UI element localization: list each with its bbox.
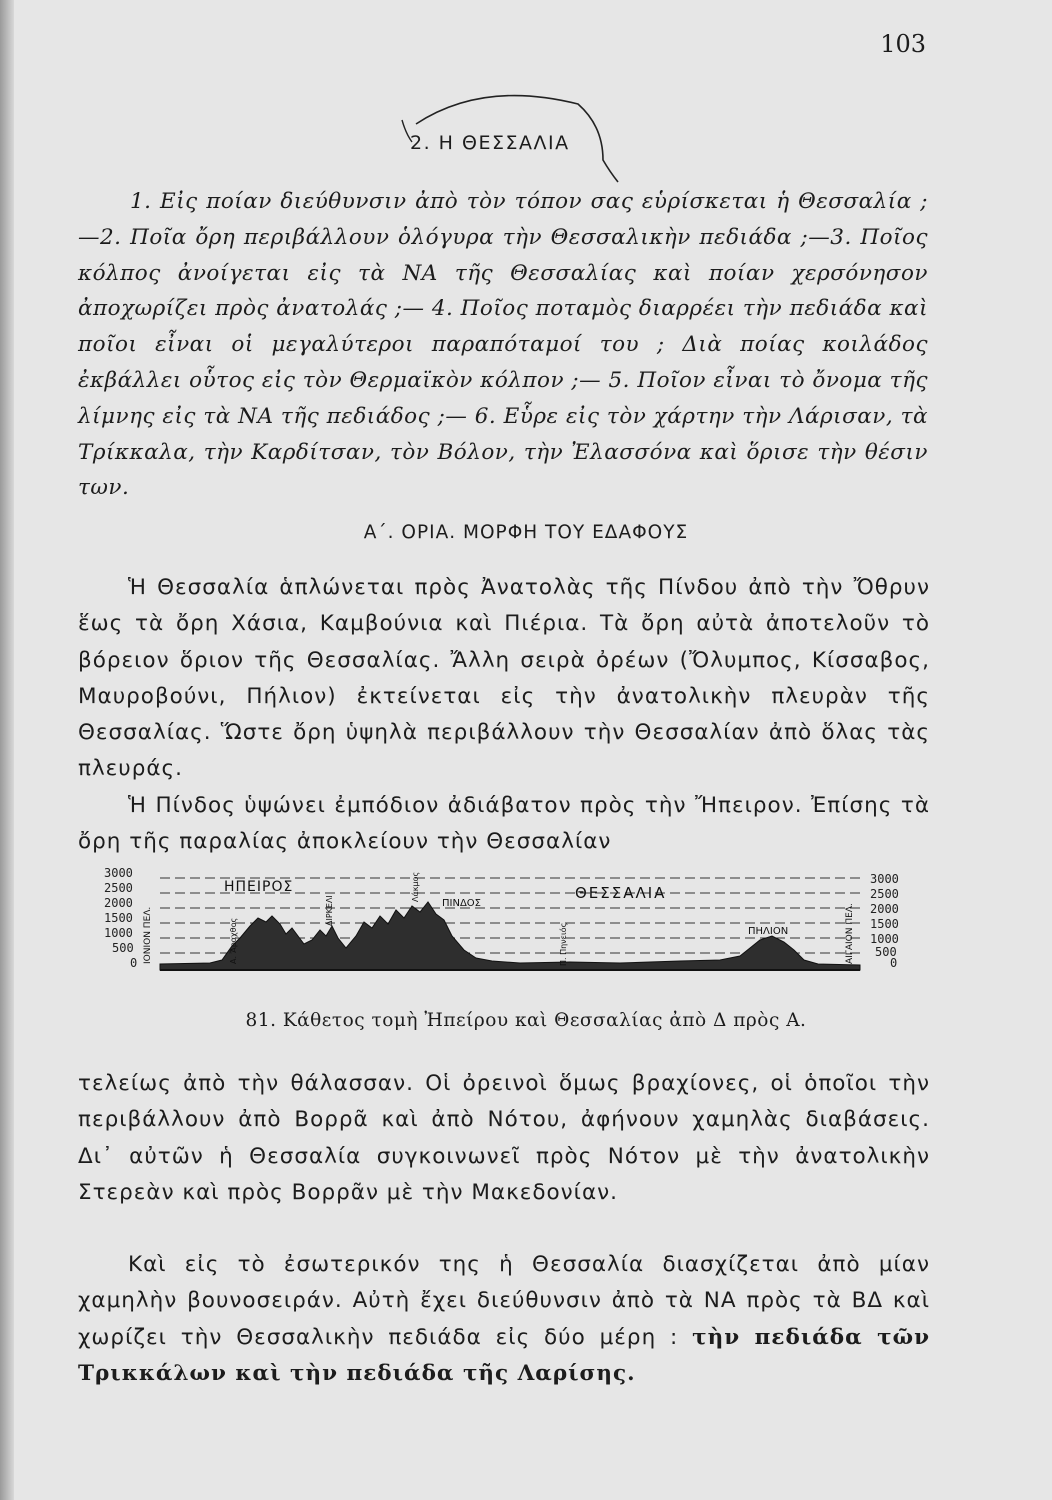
cross-section-figure [100, 866, 920, 986]
paragraph-interior-text: Καὶ εἰς τὸ ἐσωτερικόν της ἡ Θεσσαλία διασχίζεται ἀπὸ μίαν χαμηλὴν βουνοσειράν. Αὐτὴ ἔχει διεύθυνσιν ἀπὸ τὰ ΝΑ πρὸς τὰ ΒΔ καὶ χωρίζει τὴν Θεσσαλικὴν πεδιάδα εἰς δύο μέρη : [78, 1252, 930, 1350]
tick-2500-left: 2500 [104, 881, 133, 895]
label-peneios: Π. Πηνειός [559, 922, 568, 966]
review-questions: 1. Εἰς ποίαν διεύθυνσιν ἀπὸ τὸν τόπον σας εὑρίσκεται ἡ Θεσσαλία ;—2. Ποῖα ὄρη περιβάλλουν ὁλόγυρα τὴν Θεσσαλικὴν πεδιάδα ;—3. Ποῖος κόλπος ἀνοίγεται εἰς τὰ ΝΑ τῆς Θεσσαλίας καὶ ποίαν χερσόνησον ἀποχωρίζει πρὸς ἀνατολάς ;— 4. Ποῖος ποταμὸς διαρρέει τὴν πεδιάδα καὶ ποῖοι εἶναι οἱ μεγαλύτεροι παραπόταμοί του ; Διὰ ποίας κοιλάδος ἐκβάλλει οὗτος εἰς τὸν Θερμαϊκὸν κόλπον ;— 5. Ποῖον εἶναι τὸ ὄνομα τῆς λίμνης εἰς τὰ ΝΑ τῆς πεδιάδος ;— 6. Εὗρε εἰς τὸν χάρτην τὴν Λάρισαν, τὰ Τρίκκαλα, τὴν Καρδίτσαν, τὸν Βόλον, τὴν Ἐλασσόνα καὶ ὅρισε τὴν θέσιν των. [78, 189, 928, 501]
label-arachthos: Α. Ἄραχθος [229, 917, 238, 964]
label-ionian-sea: ΙΟΝΙΟΝ ΠΕΛ. [143, 906, 153, 964]
label-pilion: ΠΗΛΙΟΝ [748, 926, 789, 937]
label-epirus: ΗΠΕΙΡΟΣ [224, 879, 294, 895]
paragraph-interior-emphasis: τὴν πεδιάδα τῶν Τρικκάλων καὶ τὴν πεδιάδα τῆς Λαρίσης. [78, 1324, 930, 1386]
label-pindos: ΠΙΝΔΟΣ [442, 898, 481, 909]
tick-1000-left: 1000 [104, 926, 133, 940]
paragraph-pindos: Ἡ Πίνδος ὑψώνει ἐμπόδιον ἀδιάβατον πρὸς τὴν Ἤπειρον. Ἐπίσης τὰ ὄρη τῆς παραλίας ἀποκλείουν τὴν Θεσσαλίαν [78, 793, 930, 855]
label-dirkeli: ΔΙΡΚΕΛΙ [325, 895, 334, 926]
tick-500-right: 500 [875, 945, 897, 959]
tick-1000-right: 1000 [870, 932, 899, 946]
paragraph-passes: τελείως ἀπὸ τὴν θάλασσαν. Οἱ ὀρεινοὶ ὅμως βραχίονες, οἱ ὁποῖοι τὴν περιβάλλουν ἀπὸ Βορρᾶ καὶ ἀπὸ Νότου, ἀφήνουν χαμηλὰς διαβάσεις. Δι᾽ αὐτῶν ἡ Θεσσαλία συγκοινωνεῖ πρὸς Νότον μὲ τὴν ἀνατολικὴν Στερεὰν καὶ πρὸς Βορρᾶν μὲ τὴν Μακεδονίαν. [78, 1071, 930, 1205]
tick-1500-right: 1500 [870, 917, 899, 931]
tick-3000-left: 3000 [104, 866, 133, 880]
tick-0-left: 0 [130, 956, 138, 970]
section-heading [388, 86, 638, 186]
tick-500-left: 500 [112, 941, 134, 955]
paragraph-interior [78, 1247, 930, 1392]
tick-3000-right: 3000 [870, 872, 899, 886]
section-title: 2. Η ΘΕΣΣΑΛΙΑ [410, 132, 570, 154]
tick-1500-left: 1500 [104, 911, 133, 925]
left-elevation-scale [104, 866, 137, 970]
page-binding-edge [0, 0, 14, 1500]
tick-2500-right: 2500 [870, 887, 899, 901]
tick-0-right: 0 [890, 956, 898, 970]
paragraph-borders: Ἡ Θεσσαλία ἁπλώνεται πρὸς Ἀνατολὰς τῆς Πίνδου ἀπὸ τὴν Ὄθρυν ἕως τὰ ὄρη Χάσια, Καμβούνια καὶ Πιέρια. Τὰ ὄρη αὐτὰ ἀποτελοῦν τὸ βόρειον ὅριον τῆς Θεσσαλίας. Ἄλλη σειρὰ ὀρέων (Ὄλυμπος, Κίσσαβος, Μαυροβούνι, Πήλιον) ἐκτείνεται εἰς τὴν ἀνατολικὴν πλευρὰν τῆς Θεσσαλίας. Ὥστε ὄρη ὑψηλὰ περιβάλλουν τὴν Θεσσαλίαν ἀπὸ ὅλας τὰς πλευράς. [78, 575, 930, 782]
label-thessaly: ΘΕΣΣΑΛΙΑ [575, 884, 667, 902]
label-aegean-sea: ΑΙΓΑΙΟΝ ΠΕΛ. [845, 903, 855, 964]
figure-caption: 81. Κάθετος τομὴ Ἠπείρου καὶ Θεσσαλίας ἀπὸ Δ πρὸς Α. [245, 1010, 807, 1031]
page-number: 103 [880, 30, 926, 58]
tick-2000-left: 2000 [104, 896, 133, 910]
tick-2000-right: 2000 [870, 902, 899, 916]
right-elevation-scale [870, 872, 899, 970]
subsection-title: Α΄. ΟΡΙΑ. ΜΟΡΦΗ ΤΟΥ ΕΔΑΦΟΥΣ [363, 522, 689, 543]
label-lakmos: Λάκμος [411, 871, 420, 902]
